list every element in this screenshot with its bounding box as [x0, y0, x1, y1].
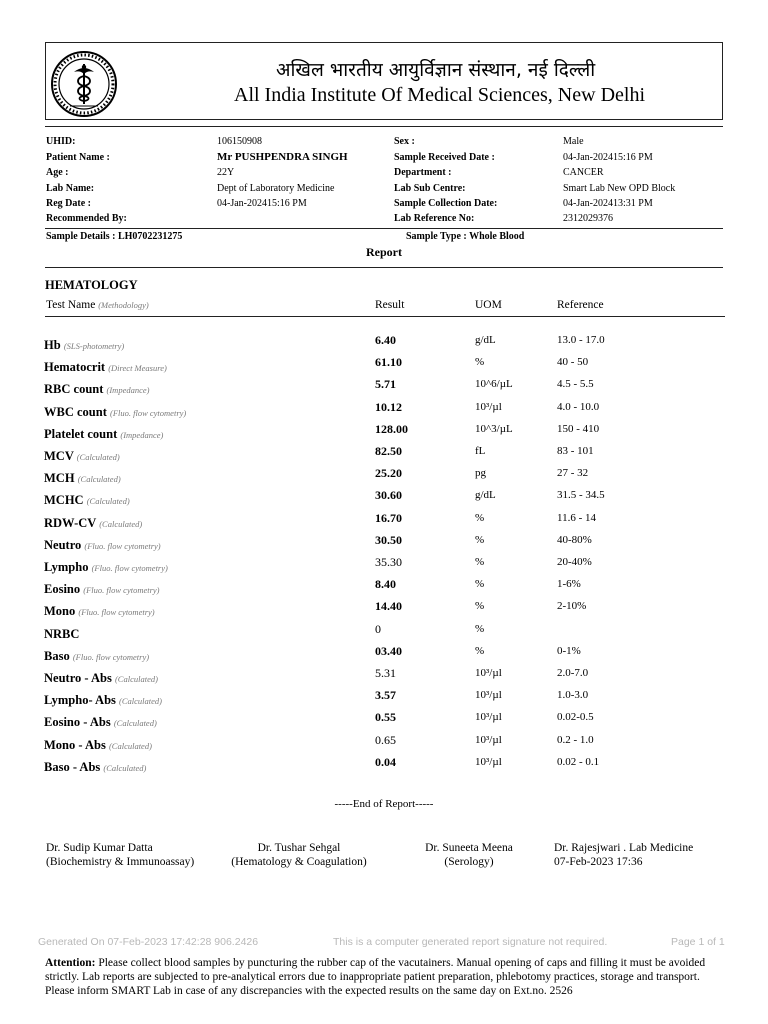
test-uom: 10^6/µL [475, 378, 513, 391]
signatory-name: Dr. Sudip Kumar Datta [46, 842, 153, 854]
test-name-label: Hb [44, 338, 61, 352]
sex-value: Male [563, 136, 584, 147]
signatory-name: Dr. Rajesjwari . Lab Medicine [554, 842, 694, 854]
test-result: 61.10 [375, 355, 402, 370]
section-heading: HEMATOLOGY [45, 278, 138, 292]
test-method: (Direct Measure) [108, 363, 167, 374]
test-result: 03.40 [375, 643, 402, 658]
test-uom: % [475, 533, 485, 546]
test-uom: 10³/µl [475, 400, 502, 413]
table-row [0, 666, 768, 686]
test-method: (Impedance) [120, 429, 164, 440]
lab-name-value: Dept of Laboratory Medicine [217, 183, 335, 194]
table-row [0, 422, 768, 442]
test-uom: fL [475, 445, 486, 457]
divider [45, 316, 725, 317]
table-row [0, 355, 768, 375]
test-result: 3.57 [375, 688, 396, 703]
test-uom: 10³/µl [475, 755, 502, 768]
signatory-date: 07-Feb-2023 17:36 [554, 856, 643, 868]
test-name-label: WBC count [44, 404, 107, 419]
test-name-label: Lympho [44, 560, 89, 574]
test-reference: 40-80% [557, 533, 592, 546]
reg-date-label: Reg Date : [46, 198, 91, 209]
signatory-dept: (Serology) [444, 856, 494, 868]
test-name-label: Platelet count [44, 426, 118, 441]
test-reference: 0.02 - 0.1 [557, 755, 600, 768]
test-method: (Calculated) [114, 674, 158, 684]
table-row [0, 511, 768, 531]
test-result: 5.71 [375, 377, 396, 392]
test-name [44, 516, 142, 531]
institute-title-english: All India Institute Of Medical Sciences, New Delhi [234, 84, 645, 106]
end-of-report: -----End of Report----- [334, 798, 434, 810]
test-name [44, 604, 155, 619]
test-reference: 11.6 - 14 [557, 511, 597, 524]
signatory-dept: (Biochemistry & Immunoassay) [46, 856, 195, 868]
signatory-4 [554, 841, 693, 869]
table-row [0, 466, 768, 486]
test-uom: % [475, 600, 485, 613]
test-uom: % [475, 356, 485, 369]
table-row [0, 599, 768, 619]
test-reference: 0.2 - 1.0 [557, 733, 594, 746]
test-result: 5.31 [375, 666, 396, 680]
test-uom: pg [475, 467, 486, 480]
test-name-label: Baso - Abs [44, 759, 101, 774]
patient-name-value: Mr PUSHPENDRA SINGH [217, 151, 348, 163]
test-name-label: MCHC [44, 493, 84, 508]
institute-title-hindi: अखिल भारतीय आयुर्विज्ञान संस्थान, नई दिल्ली [276, 59, 596, 81]
test-name-label: Mono [44, 604, 76, 619]
test-method: (Calculated) [86, 496, 130, 507]
test-method: (Fluo. flow cytometry) [78, 607, 155, 618]
test-method: (Impedance) [106, 385, 150, 396]
test-uom: g/dL [475, 489, 496, 502]
test-reference: 20-40% [557, 556, 592, 568]
test-method: (SLS-photometry) [63, 341, 125, 351]
test-result: 0.04 [375, 754, 396, 769]
test-reference: 40 - 50 [557, 356, 589, 369]
test-method: (Calculated) [119, 696, 162, 707]
test-name-label: Mono - Abs [44, 737, 106, 752]
test-result: 0 [375, 621, 381, 636]
test-result: 16.70 [375, 510, 402, 525]
attention-label: Attention: [45, 957, 96, 969]
test-name-label: MCH [44, 471, 75, 486]
uhid-value: 106150908 [217, 136, 262, 147]
test-name-label: Eosino [44, 582, 81, 597]
generated-on: Generated On 07-Feb-2023 17:42:28 906.2426 [38, 936, 259, 948]
test-result: 0.65 [375, 732, 396, 747]
divider [45, 126, 723, 127]
col-reference: Reference [557, 299, 604, 311]
test-name [44, 649, 149, 664]
test-method: (Fluo. flow cytometry) [91, 563, 168, 573]
test-name [44, 382, 149, 397]
page-number: Page 1 of 1 [671, 936, 725, 948]
report-title: Report [366, 245, 402, 259]
age-label: Age : [46, 167, 69, 178]
table-row [0, 400, 768, 420]
test-reference: 2-10% [557, 600, 587, 613]
test-name-label: RBC count [44, 382, 104, 397]
test-reference: 83 - 101 [557, 445, 594, 457]
col-methodology-label: (Methodology) [98, 300, 149, 310]
sex-label: Sex : [394, 136, 415, 147]
test-result: 8.40 [375, 577, 396, 592]
table-row [0, 488, 768, 508]
signatory-name: Dr. Suneeta Meena [425, 842, 513, 854]
test-name [44, 493, 130, 508]
test-name [44, 405, 186, 420]
test-method: (Fluo. flow cytometry) [72, 651, 150, 662]
test-name [44, 760, 146, 775]
divider [45, 267, 723, 268]
test-result: 14.40 [375, 599, 402, 614]
table-row [0, 555, 768, 575]
lab-reference-label: Lab Reference No: [394, 213, 475, 224]
col-test-name [46, 299, 149, 311]
test-reference: 31.5 - 34.5 [557, 489, 605, 502]
test-name [44, 693, 162, 708]
test-uom: % [475, 622, 485, 635]
signatory-1 [46, 841, 194, 869]
table-row [0, 755, 768, 775]
test-name-label: Hematocrit [44, 360, 106, 375]
col-result: Result [375, 299, 405, 311]
test-name-label: NRBC [44, 626, 80, 641]
signatory-2 [229, 841, 369, 869]
uhid-label: UHID: [46, 136, 76, 147]
table-row [0, 710, 768, 730]
sample-collection-value: 04-Jan-202413:31 PM [563, 198, 653, 209]
test-result: 0.55 [375, 710, 396, 725]
col-test-name-label: Test Name [46, 299, 96, 311]
divider [45, 228, 723, 229]
table-row [0, 644, 768, 664]
col-uom: UOM [475, 299, 502, 311]
table-row [0, 533, 768, 553]
sample-details: Sample Details : LH0702231275 [46, 231, 183, 242]
test-name [44, 427, 163, 442]
test-name-label: MCV [44, 449, 74, 463]
test-result: 82.50 [375, 444, 402, 458]
test-method: (Fluo. flow cytometry) [84, 540, 161, 551]
signatory-name: Dr. Tushar Sehgal [257, 842, 341, 854]
test-name [44, 715, 157, 730]
test-uom: 10³/µl [475, 689, 502, 702]
test-method: (Calculated) [113, 718, 157, 729]
test-result: 30.60 [375, 488, 402, 503]
test-name-label: Neutro [44, 537, 82, 552]
signature-note: This is a computer generated report signature not required. [333, 936, 608, 948]
test-uom: % [475, 511, 485, 524]
aiims-logo [50, 50, 118, 118]
lab-sub-centre-label: Lab Sub Centre: [394, 183, 466, 194]
test-uom: 10³/µl [475, 711, 502, 724]
table-row [0, 377, 768, 397]
age-value: 22Y [217, 167, 235, 178]
test-reference: 4.0 - 10.0 [557, 400, 600, 413]
test-uom: 10³/µl [475, 667, 502, 679]
test-result: 128.00 [375, 421, 408, 436]
test-name [44, 449, 120, 464]
test-reference: 13.0 - 17.0 [557, 334, 605, 346]
test-name-label: Lympho- Abs [44, 693, 116, 708]
test-uom: g/dL [475, 334, 496, 346]
sample-type: Sample Type : Whole Blood [406, 231, 525, 242]
test-result: 25.20 [375, 466, 402, 481]
department-value: CANCER [563, 167, 604, 178]
test-name-label: Eosino - Abs [44, 715, 111, 730]
test-result: 30.50 [375, 532, 402, 547]
test-uom: % [475, 556, 485, 568]
table-row [0, 622, 768, 642]
sample-collection-label: Sample Collection Date: [394, 198, 498, 209]
test-name-label: Neutro - Abs [44, 671, 112, 685]
sample-received-label: Sample Received Date : [394, 152, 495, 163]
recommended-by-label: Recommended By: [46, 213, 127, 224]
test-result: 10.12 [375, 399, 402, 414]
test-uom: 10³/µl [475, 733, 502, 746]
test-uom: % [475, 644, 485, 657]
test-uom: 10^3/µL [475, 422, 513, 435]
test-name [44, 738, 152, 753]
test-result: 6.40 [375, 333, 396, 347]
patient-name-label: Patient Name : [46, 152, 110, 163]
lab-sub-centre-value: Smart Lab New OPD Block [563, 183, 676, 194]
signatory-3 [414, 841, 524, 869]
attention-text: Please collect blood samples by puncturing the rubber cap of the vacutainers. Manual opening of caps and filling it must be avoided strictly. Lab reports are subjected to pre-analytical errors due to inappropriate patient preparation, phlebotomy practices, storage and transport. Please inform SMART Lab in case of any discrepancies with the expected results on the same day on Ext.no. 2526 [45, 957, 706, 997]
sample-received-value: 04-Jan-202415:16 PM [563, 152, 653, 163]
test-method: (Fluo. flow cytometry) [83, 585, 160, 596]
test-name [44, 338, 124, 353]
test-name [44, 360, 167, 375]
test-method: (Calculated) [76, 452, 120, 462]
test-uom: % [475, 578, 485, 591]
test-method: (Calculated) [108, 740, 152, 751]
table-row [0, 733, 768, 753]
test-reference: 0-1% [557, 644, 581, 657]
test-name [44, 538, 161, 553]
test-method: (Calculated) [103, 762, 147, 773]
test-method: (Calculated) [77, 474, 121, 485]
test-name [44, 560, 168, 575]
test-result: 35.30 [375, 555, 402, 569]
test-reference: 0.02-0.5 [557, 711, 594, 724]
test-name-label: RDW-CV [44, 515, 97, 530]
table-row [0, 333, 768, 353]
test-reference: 1.0-3.0 [557, 689, 589, 702]
table-row [0, 577, 768, 597]
test-name [44, 671, 158, 686]
test-name [44, 627, 79, 642]
test-reference: 1-6% [557, 578, 581, 591]
attention-note [45, 956, 725, 998]
reg-date-value: 04-Jan-202415:16 PM [217, 198, 307, 209]
test-reference: 4.5 - 5.5 [557, 378, 594, 391]
test-reference: 150 - 410 [557, 422, 600, 435]
test-name-label: Baso [44, 648, 70, 663]
test-method: (Fluo. flow cytometry) [109, 407, 187, 418]
lab-name-label: Lab Name: [46, 183, 95, 194]
signatory-dept: (Hematology & Coagulation) [231, 856, 367, 868]
table-row [0, 688, 768, 708]
test-method: (Calculated) [99, 518, 143, 529]
table-row [0, 444, 768, 464]
test-name [44, 471, 121, 486]
department-label: Department : [394, 167, 452, 178]
test-name [44, 582, 160, 597]
test-reference: 2.0-7.0 [557, 667, 589, 679]
lab-reference-value: 2312029376 [563, 213, 613, 224]
test-reference: 27 - 32 [557, 467, 589, 480]
